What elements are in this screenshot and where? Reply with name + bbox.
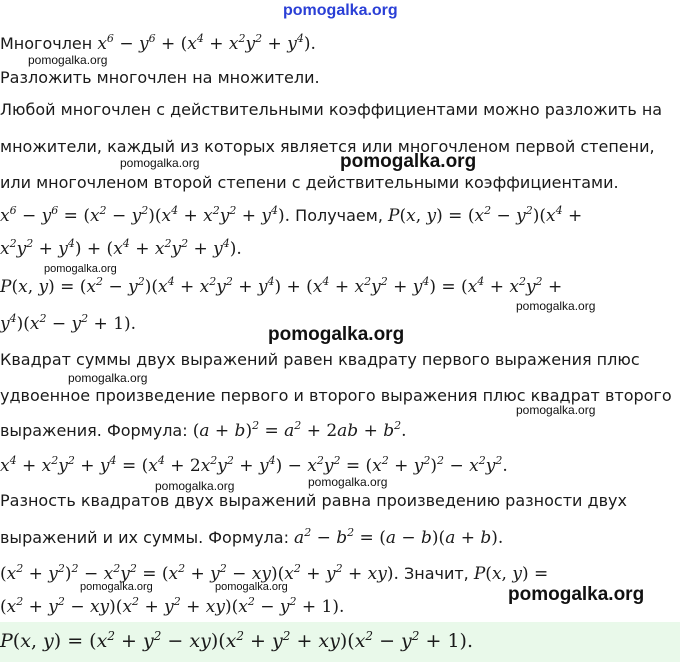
formula-line: $x^2y^2 + y^4) + (x^4 + x^2y^2 + y^4)$.: [0, 237, 242, 259]
task-text: Разложить многочлен на множители.: [0, 68, 320, 87]
formula-line: выражений и их суммы. Формула: $a^2 - b^2 = (a - b)(a + b)$.: [0, 526, 504, 548]
watermark-small: pomogalka.org: [44, 263, 117, 275]
formula-line: $(x^2 + y^2 - xy)(x^2 + y^2 + xy)(x^2 - y^2 + 1)$.: [0, 595, 345, 617]
watermark-large: pomogalka.org: [508, 584, 645, 605]
watermark-small: pomogalka.org: [28, 53, 108, 67]
watermark-large: pomogalka.org: [340, 151, 477, 172]
formula-line: $x^6 - y^6 = (x^2 - y^2)(x^4 + x^2y^2 + y^4)$. Получаем, P(x, $y) = (x^2 - y^2)(x^4$ +: [0, 204, 583, 226]
paragraph-text: множители, каждый из которых является или многочленом первой степени,: [0, 137, 655, 156]
paragraph-text: Квадрат суммы двух выражений равен квадрату первого выражения плюс: [0, 350, 640, 369]
watermark-small: pomogalka.org: [155, 479, 235, 493]
watermark-small: pomogalka.org: [308, 475, 388, 489]
watermark-small: pomogalka.org: [215, 581, 288, 593]
watermark-small: pomogalka.org: [120, 156, 200, 170]
final-answer: P(x, $y) = (x^2 + y^2 - xy)(x^2 + y^2 + xy)(x^2 - y^2 + 1)$.: [0, 629, 473, 652]
watermark-small: pomogalka.org: [80, 581, 153, 593]
watermark-large: pomogalka.org: [268, 324, 405, 345]
formula-line: $x^4 + x^2y^2 + y^4 = (x^4 + 2x^2y^2 + y^4) - x^2y^2 = (x^2 + y^2)^2 - x^2y^2$.: [0, 454, 508, 476]
formula-line: $(x^2 + y^2)^2 - x^2y^2 = (x^2 + y^2 - xy)(x^2 + y^2 + xy)$. Значит, P(x, y) =: [0, 562, 549, 584]
formula-line: выражения. Формула: $(a + b)^2 = a^2 + 2ab + b^2$.: [0, 419, 407, 441]
paragraph-text: Разность квадратов двух выражений равна произведению разности двух: [0, 491, 627, 510]
paragraph-text: или многочленом второй степени с действительными коэффициентами.: [0, 173, 619, 192]
polynomial-statement: Многочлен $x^6 - y^6 + (x^4 + x^2y^2 + y^4)$.: [0, 32, 316, 54]
watermark-small: pomogalka.org: [516, 403, 596, 417]
watermark-top: pomogalka.org: [283, 2, 398, 19]
formula-line: $y^4)(x^2 - y^2 + 1)$.: [0, 312, 137, 334]
formula-line: P(x, $y) = (x^2 - y^2)(x^4 + x^2y^2 + y^4) + (x^4 + x^2y^2 + y^4) = (x^4 + x^2y^2$ +: [0, 275, 563, 297]
watermark-small: pomogalka.org: [68, 371, 148, 385]
paragraph-text: удвоенное произведение первого и второго выражения плюс квадрат второго: [0, 386, 672, 405]
watermark-small: pomogalka.org: [516, 299, 596, 313]
paragraph-text: Любой многочлен с действительными коэффициентами можно разложить на: [0, 100, 663, 119]
formula: $x^6 - y^6 + (x^4 + x^2y^2 + y^4)$.: [97, 32, 316, 54]
